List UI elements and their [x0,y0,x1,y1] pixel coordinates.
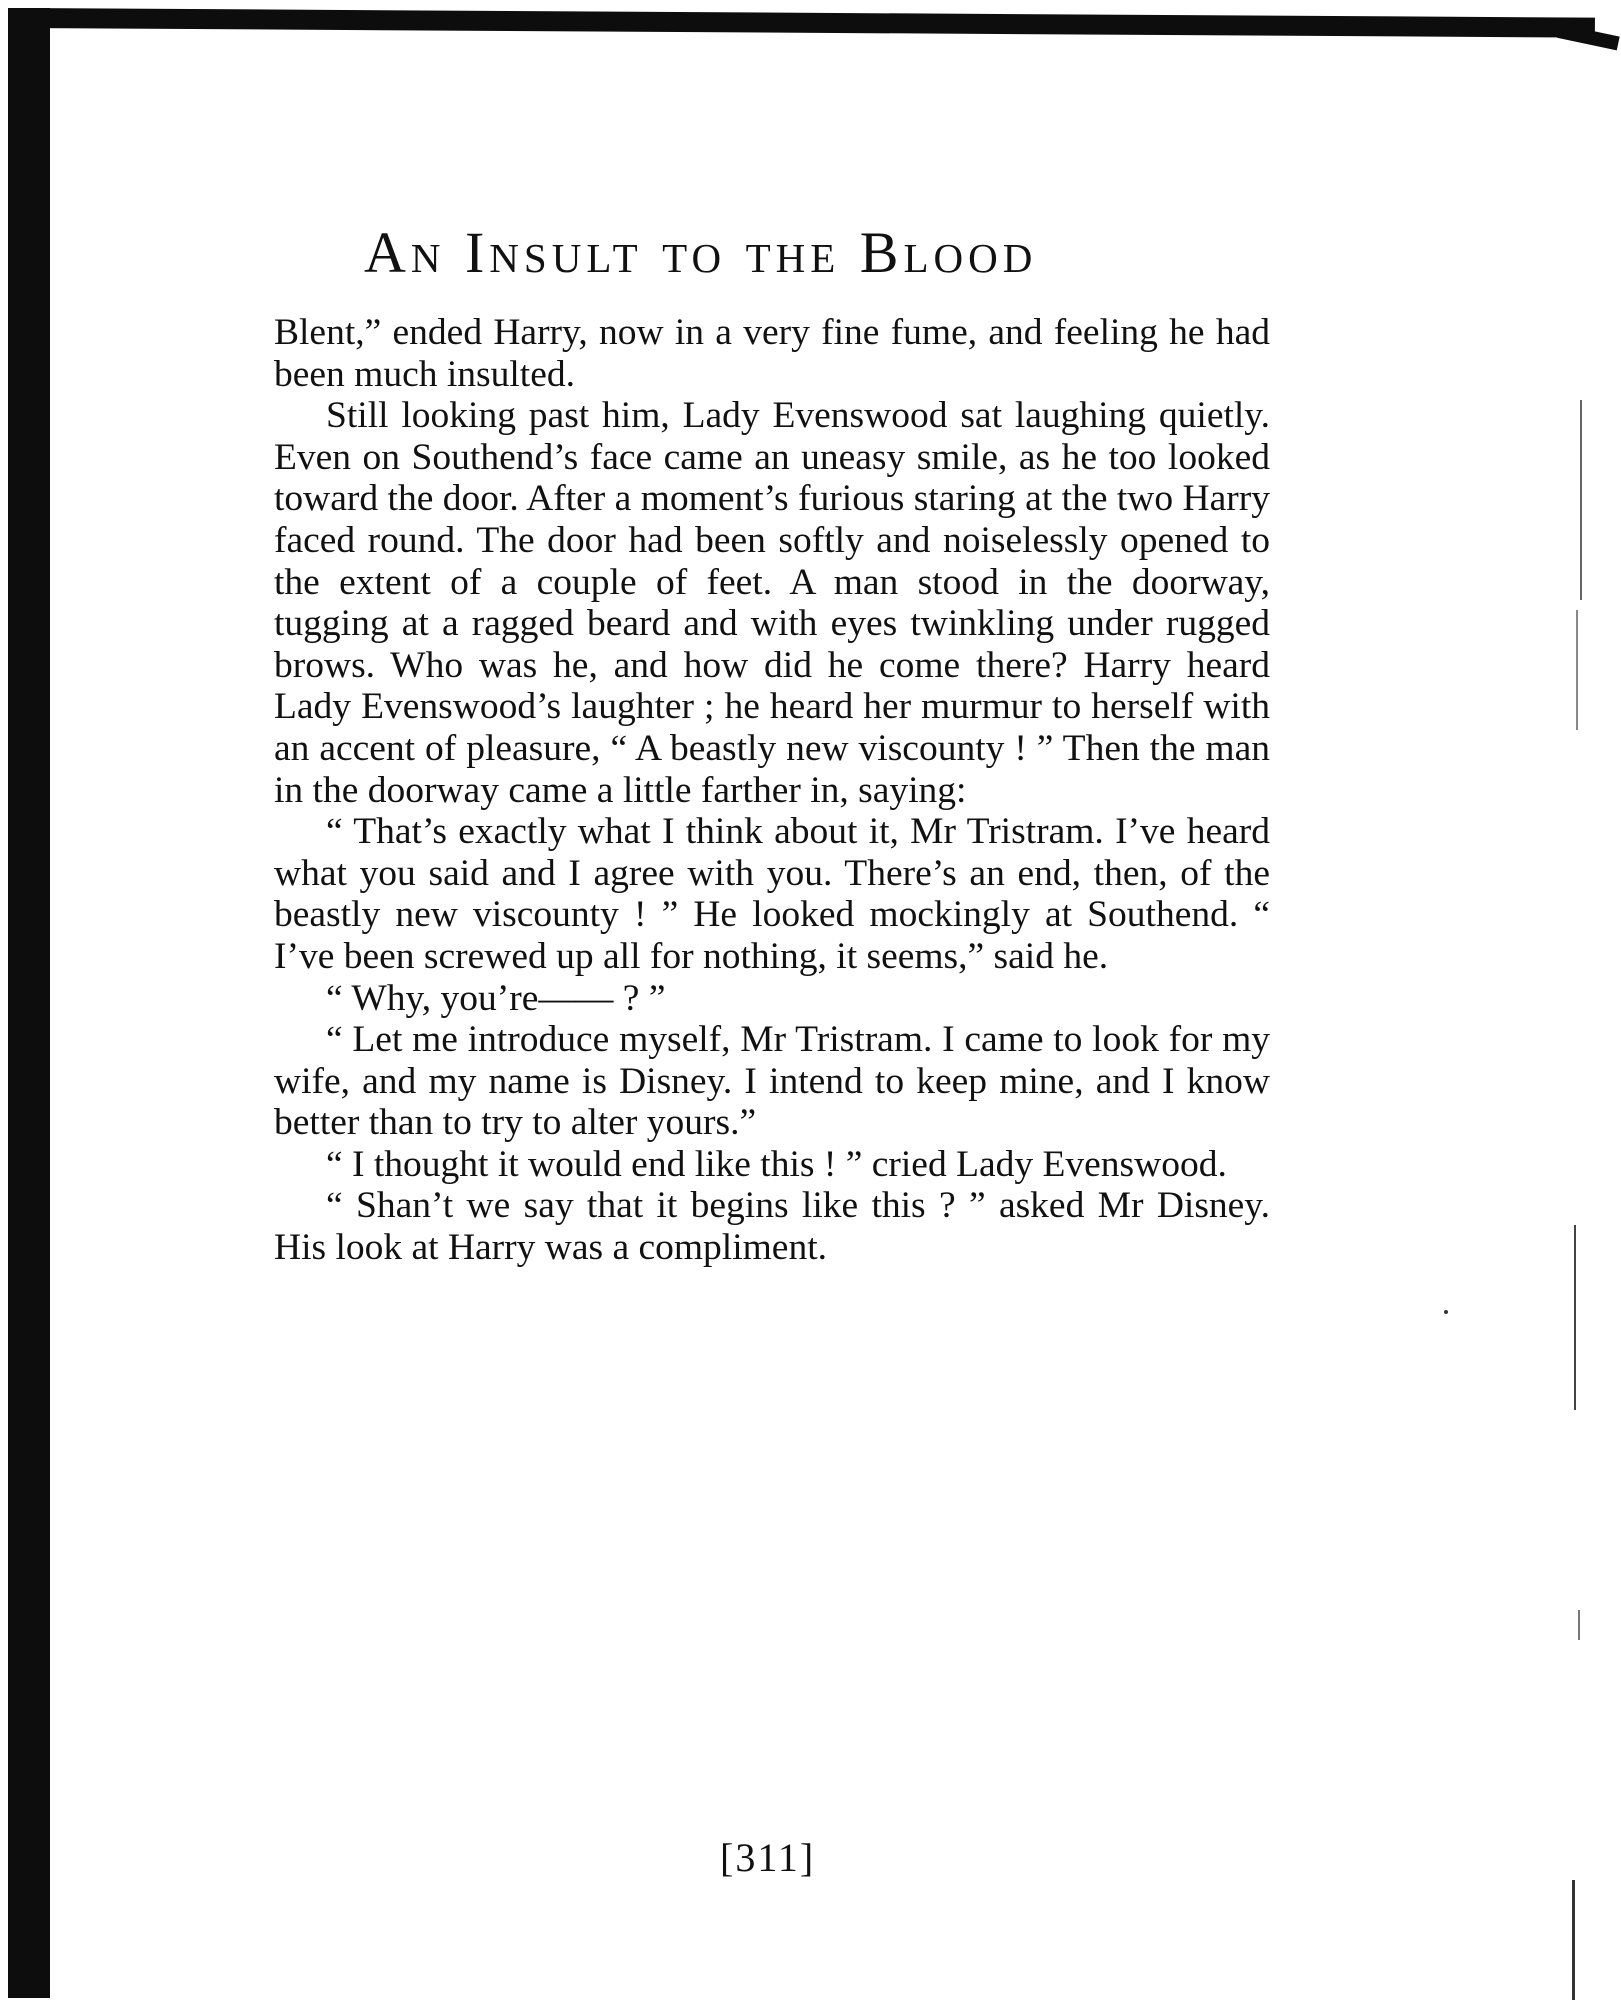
scan-right-mark [1580,400,1582,600]
scan-speck [1444,1310,1448,1314]
paragraph: “ Let me introduce myself, Mr Tristram. I came to look for my wife, and my name is Disney. I intend to keep mine, and I know better than to try to alter yours.” [274,1019,1270,1144]
paragraph: Still looking past him, Lady Evenswood sat laughing quietly. Even on Southend’s face came an uneasy smile, as he too looked toward the door. After a moment’s furious staring at the two Harry faced round. The door had been softly and noiselessly opened to the extent of a couple of feet. A man stood in the doorway, tugging at a ragged beard and with eyes twinkling under rugged brows. Who was he, and how did he come there? Harry heard Lady Evenswood’s laughter ; he heard her murmur to herself with an accent of pleasure, “ A beastly new viscounty ! ” Then the man in the doorway came a little farther in, saying: [274,395,1270,811]
scan-right-mark [1576,610,1578,730]
paragraph: “ I thought it would end like this ! ” cried Lady Evenswood. [326,1143,1227,1185]
scan-top-edge [20,8,1595,38]
scan-left-edge [8,8,50,1998]
paragraph: “ Why, you’re—— ? ” [326,977,666,1019]
page-number: [311] [720,1835,816,1880]
body-text [274,312,1270,1269]
scan-right-mark [1572,1880,1575,2000]
paragraph: “ Shan’t we say that it begins like this ? ” asked Mr Disney. His look at Harry was a compliment. [274,1185,1270,1269]
scan-right-mark [1574,1225,1576,1410]
running-head: An Insult to the Blood [364,220,1038,285]
paragraph: Blent,” ended Harry, now in a very fine fume, and feeling he had been much insulted. [274,312,1270,395]
scan-right-mark [1578,1610,1580,1640]
paragraph: “ That’s exactly what I think about it, Mr Tristram. I’ve heard what you said and I agree with you. There’s an end, then, of the beastly new viscounty ! ” He looked mockingly at Southend. “ I’ve been screwed up all for nothing, it seems,” said he. [274,811,1270,977]
